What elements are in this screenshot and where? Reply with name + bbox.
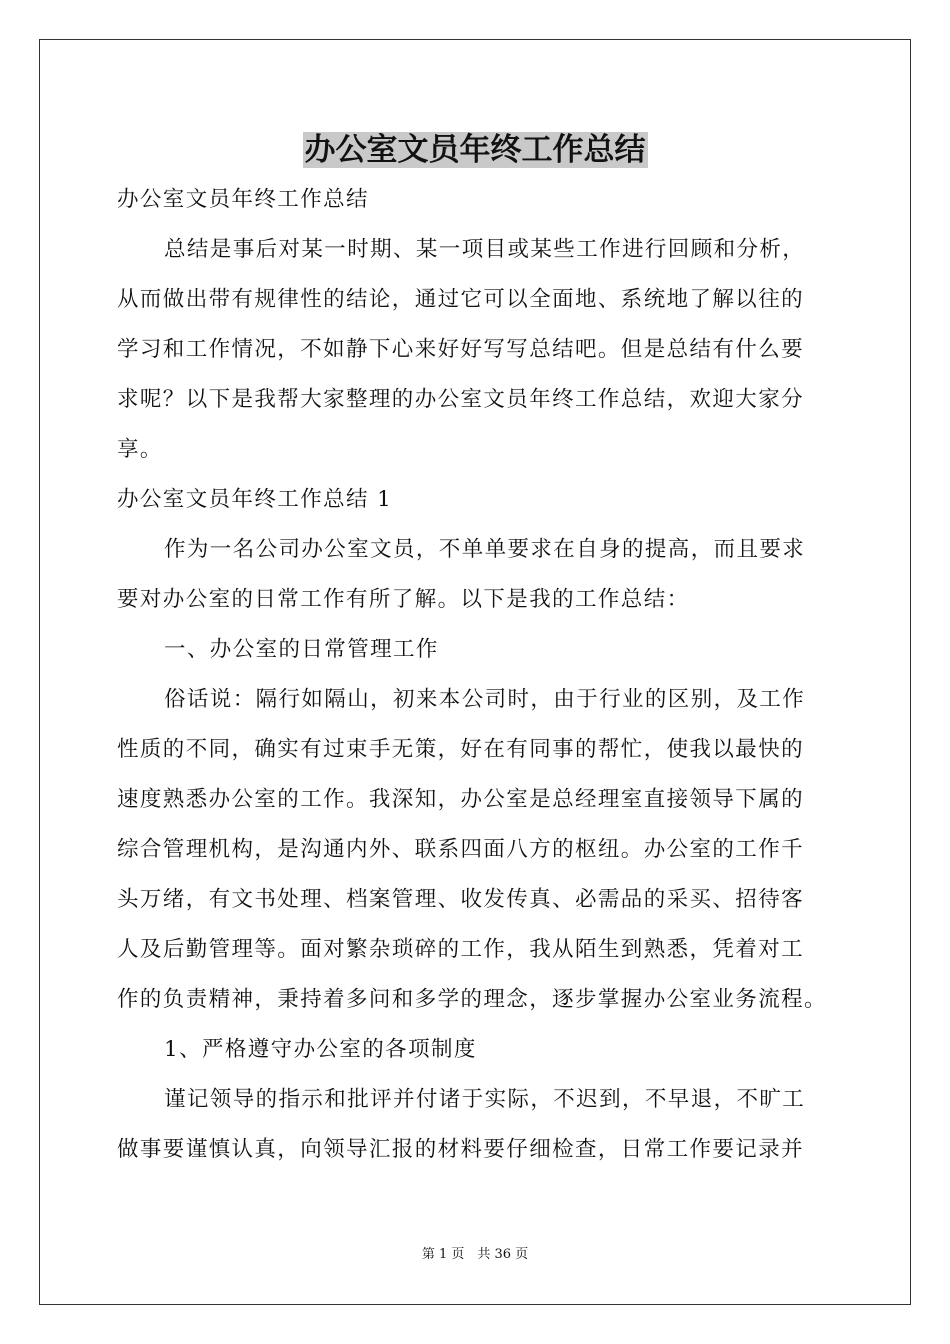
page-footer: 第 1 页 共 36 页 bbox=[421, 1247, 529, 1262]
paragraph-line: 人及后勤管理等。面对繁杂琐碎的工作，我从陌生到熟悉，凭着对工 bbox=[117, 937, 805, 962]
document-title: 办公室文员年终工作总结 bbox=[304, 132, 646, 168]
page-border bbox=[39, 39, 911, 1305]
paragraph-line: 享。 bbox=[117, 437, 163, 462]
subtitle-line: 办公室文员年终工作总结 bbox=[117, 187, 369, 212]
paragraph-line: 总结是事后对某一时期、某一项目或某些工作进行回顾和分析， bbox=[164, 237, 806, 262]
paragraph-line: 要对办公室的日常工作有所了解。以下是我的工作总结： bbox=[117, 587, 690, 612]
paragraph-line: 作的负责精神，秉持着多问和多学的理念，逐步掌握办公室业务流程。 bbox=[117, 987, 827, 1012]
paragraph-line: 综合管理机构，是沟通内外、联系四面八方的枢纽。办公室的工作千 bbox=[117, 837, 805, 862]
paragraph-line: 性质的不同，确实有过束手无策，好在有同事的帮忙，使我以最快的 bbox=[117, 737, 805, 762]
paragraph-line: 速度熟悉办公室的工作。我深知，办公室是总经理室直接领导下属的 bbox=[117, 787, 805, 812]
paragraph-line: 谨记领导的指示和批评并付诸于实际，不迟到，不早退，不旷工 bbox=[164, 1087, 806, 1112]
subsection-heading: 1、严格遵守办公室的各项制度 bbox=[164, 1037, 477, 1062]
paragraph-line: 从而做出带有规律性的结论，通过它可以全面地、系统地了解以往的 bbox=[117, 287, 805, 312]
paragraph-line: 求呢？以下是我帮大家整理的办公室文员年终工作总结，欢迎大家分 bbox=[117, 387, 805, 412]
paragraph-line: 俗话说：隔行如隔山，初来本公司时，由于行业的区别，及工作 bbox=[164, 687, 806, 712]
section-heading: 办公室文员年终工作总结 1 bbox=[117, 487, 393, 512]
paragraph-line: 头万绪，有文书处理、档案管理、收发传真、必需品的采买、招待客 bbox=[117, 887, 805, 912]
paragraph-line: 作为一名公司办公室文员，不单单要求在自身的提高，而且要求 bbox=[164, 537, 806, 562]
paragraph-line: 做事要谨慎认真，向领导汇报的材料要仔细检查，日常工作要记录并 bbox=[117, 1137, 805, 1162]
subsection-heading: 一、办公室的日常管理工作 bbox=[164, 637, 439, 662]
paragraph-line: 学习和工作情况，不如静下心来好好写写总结吧。但是总结有什么要 bbox=[117, 337, 805, 362]
